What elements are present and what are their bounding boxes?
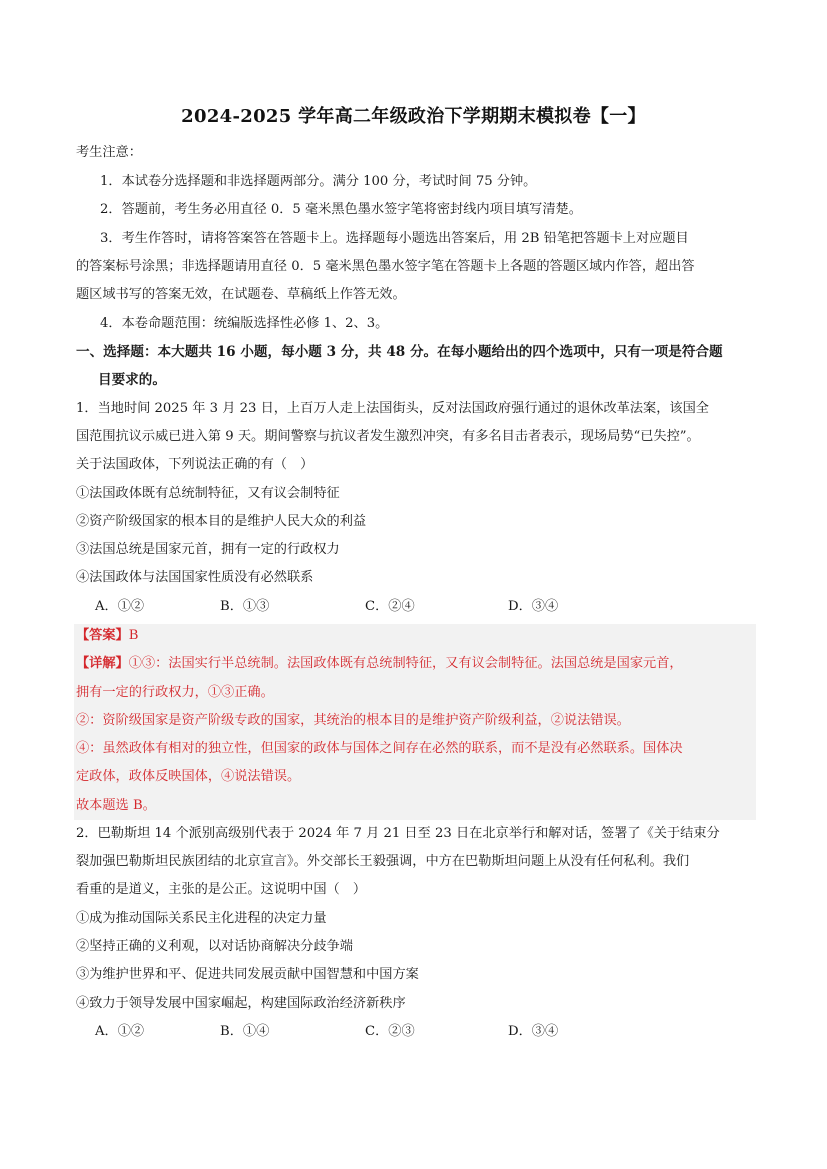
q1-option-b[interactable]: B．①③ [220, 599, 270, 614]
q2-statement: ①成为推动国际关系民主化进程的决定力量 [76, 911, 327, 926]
q2-option-d[interactable]: D．③④ [508, 1024, 559, 1039]
section-heading-cont: 目要求的。 [98, 372, 166, 388]
q2-statement: ④致力于领导发展中国家崛起，构建国际政治经济新秩序 [76, 996, 406, 1011]
detail-text: ①③：法国实行半总统制。法国政体既有总统制特征，又有议会制特征。法国总统是国家元首， [128, 656, 683, 671]
notice-item: 3．考生作答时，请将答案答在答题卡上。选择题每小题选出答案后，用 2B 铅笔把答题卡上对应题目 [100, 231, 689, 246]
q1-detail: 故本题选 B。 [76, 798, 156, 813]
q2-option-b[interactable]: B．①④ [220, 1024, 270, 1039]
q1-detail: 定政体，政体反映国体，④说法错误。 [76, 769, 301, 784]
q1-detail: ②：资阶级国家是资产阶级专政的国家，其统治的根本目的是维护资产阶级利益，②说法错误。 [76, 713, 630, 728]
q1-detail: ④：虽然政体有相对的独立性，但国家的政体与国体之间存在必然的联系，而不是没有必然联系。国体决 [76, 741, 683, 756]
q1-option-a[interactable]: A．①② [95, 599, 145, 614]
notice-item: 4．本卷命题范围：统编版选择性必修 1、2、3。 [100, 316, 389, 331]
q1-statement: ①法国政体既有总统制特征，又有议会制特征 [76, 486, 340, 501]
q1-stem: 关于法国政体，下列说法正确的有（ ） [76, 457, 314, 472]
q1-option-d[interactable]: D．③④ [508, 599, 559, 614]
notice-item: 2．答题前，考生务必用直径 0．5 毫米黑色墨水签字笔将密封线内项目填写清楚。 [100, 202, 582, 217]
page-title: 2024-2025 学年高二年级政治下学期期末模拟卷【一】 [181, 106, 646, 127]
q2-option-a[interactable]: A．①② [95, 1024, 145, 1039]
notice-item: 1．本试卷分选择题和非选择题两部分。满分 100 分，考试时间 75 分钟。 [100, 174, 537, 189]
q1-statement: ②资产阶级国家的根本目的是维护人民大众的利益 [76, 514, 367, 529]
section-heading: 一、选择题：本大题共 16 小题，每小题 3 分，共 48 分。在每小题给出的四个选项中，只有一项是符合题 [76, 344, 723, 360]
notice-heading: 考生注意： [76, 145, 142, 160]
notice-item: 的答案标号涂黑；非选择题请用直径 0．5 毫米黑色墨水签字笔在答题卡上各题的答题区域内作答，超出答 [76, 259, 695, 274]
q2-stem: 裂加强巴勒斯坦民族团结的北京宣言》。外交部长王毅强调，中方在巴勒斯坦问题上从没有任何私利。我们 [76, 854, 690, 869]
q2-option-c[interactable]: C．②③ [365, 1024, 415, 1039]
q1-detail [76, 654, 756, 674]
q1-stem: 国范围抗议示威已进入第 9 天。期间警察与抗议者发生激烈冲突，有多名目击者表示，现场局势“已失控”。 [76, 429, 700, 444]
notice-item: 题区域书写的答案无效，在试题卷、草稿纸上作答无效。 [76, 287, 406, 302]
q2-stem: 2．巴勒斯坦 14 个派别高级别代表于 2024 年 7 月 21 日至 23 日在北京举行和解对话，签署了《关于结束分 [76, 826, 720, 841]
detail-label: 【详解】 [76, 656, 129, 671]
q1-statement: ④法国政体与法国国家性质没有必然联系 [76, 570, 314, 585]
answer-label: 【答案】 [76, 628, 129, 643]
answer-value: B [128, 628, 139, 643]
q1-stem: 1．当地时间 2025 年 3 月 23 日，上百万人走上法国街头，反对法国政府强行通过的退休改革法案，该国全 [76, 401, 709, 416]
q2-statement: ②坚持正确的义利观，以对话协商解决分歧争端 [76, 939, 353, 954]
q2-statement: ③为维护世界和平、促进共同发展贡献中国智慧和中国方案 [76, 967, 419, 982]
q1-answer [76, 626, 756, 646]
q2-stem: 看重的是道义，主张的是公正。这说明中国（ ） [76, 882, 367, 897]
q1-option-c[interactable]: C．②④ [365, 599, 415, 614]
q1-detail: 拥有一定的行政权力，①③正确。 [76, 685, 274, 700]
q1-statement: ③法国总统是国家元首，拥有一定的行政权力 [76, 542, 340, 557]
